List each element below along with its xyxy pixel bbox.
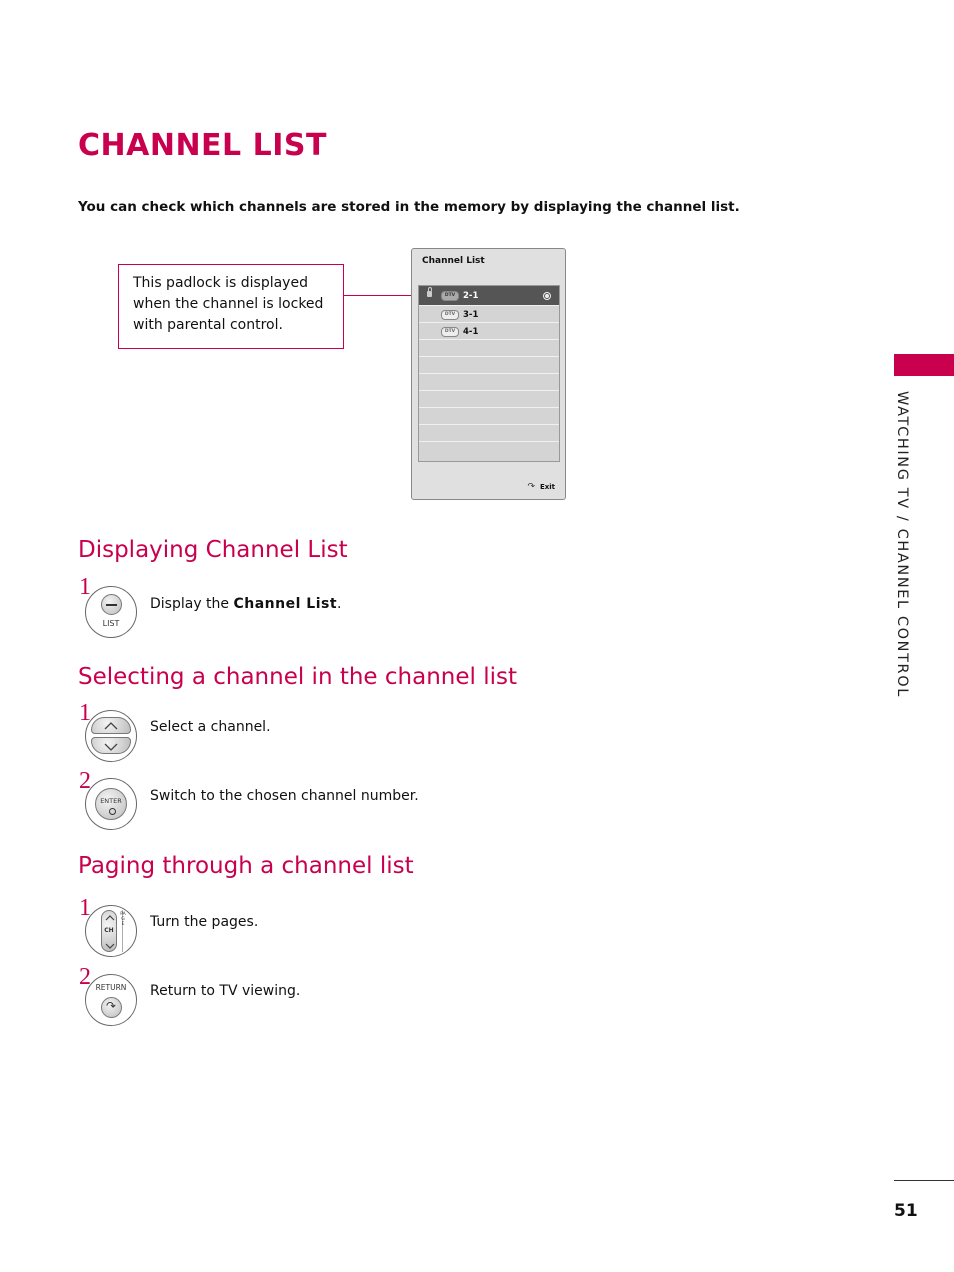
up-down-button[interactable] [85,710,137,762]
section-heading-paging: Paging through a channel list [78,853,414,879]
list-item-empty [419,408,559,425]
selected-indicator-icon [543,292,551,300]
return-arrow-icon: ↷ [527,482,535,492]
list-button-key [101,594,122,615]
ch-page-button[interactable] [85,905,137,957]
list-button[interactable] [85,586,137,638]
chevron-down-icon [105,943,115,949]
list-item-empty [419,425,559,442]
return-arrow-icon: ↷ [106,999,117,1013]
up-key [91,717,131,734]
step-text: Return to TV viewing. [150,983,301,999]
list-item[interactable] [419,286,559,306]
step-number: 2 [79,964,91,990]
step-text-prefix: Display the [150,596,234,612]
padlock-callout [118,264,344,349]
section-heading-display: Displaying Channel List [78,537,348,563]
side-tab-marker [894,354,954,376]
channel-number: 3-1 [463,310,479,320]
section-heading-select: Selecting a channel in the channel list [78,664,517,690]
step-text: Select a channel. [150,719,271,735]
button-label: LIST [102,619,120,628]
list-item[interactable] [419,323,559,340]
dtv-badge: DTV [441,310,459,320]
button-label: ENTER [100,797,122,805]
chevron-up-icon [105,915,115,921]
intro-text: You can check which channels are stored in the memory by displaying the channel list. [78,199,740,215]
step-number: 2 [79,768,91,794]
side-tab-text: WATCHING TV / CHANNEL CONTROL [894,391,910,698]
osd-channel-list [418,285,560,462]
step-text [150,596,341,612]
step-number: 1 [79,700,91,726]
callout-line: when the channel is locked [133,296,324,312]
chevron-up-icon [104,722,118,730]
step-number: 1 [79,574,91,600]
minus-icon [106,604,117,606]
return-key [101,997,122,1018]
button-label: CH [104,927,114,934]
chevron-down-icon [104,743,118,751]
step-number: 1 [79,895,91,921]
ch-key [101,910,117,952]
page-side-label: PAGE [120,912,126,927]
return-button[interactable] [85,974,137,1026]
padlock-icon [427,291,432,297]
down-key [91,737,131,754]
list-item-empty [419,357,559,374]
step-text: Switch to the chosen channel number. [150,788,419,804]
callout-connector [344,295,420,296]
step-text: Turn the pages. [150,914,259,930]
enter-key [95,788,127,820]
dtv-badge: DTV [441,327,459,337]
page-divider [122,910,123,952]
button-label: RETURN [95,983,127,992]
list-item-empty [419,340,559,357]
list-item-empty [419,391,559,408]
enter-dot-icon [109,808,116,815]
enter-button[interactable] [85,778,137,830]
menu-name: Channel List [233,596,338,612]
channel-list-osd [411,248,566,500]
page-title: CHANNEL LIST [78,128,327,163]
callout-line: with parental control. [133,317,283,333]
dtv-badge: DTV [441,291,459,301]
channel-number: 2-1 [463,291,479,301]
footer-line [894,1180,954,1181]
osd-title: Channel List [422,256,485,266]
exit-label[interactable]: Exit [539,483,555,491]
list-item-empty [419,374,559,391]
channel-number: 4-1 [463,327,479,337]
page-number: 51 [894,1201,918,1221]
callout-line: This padlock is displayed [133,275,308,291]
step-text-suffix: . [337,596,342,612]
list-item[interactable] [419,306,559,323]
